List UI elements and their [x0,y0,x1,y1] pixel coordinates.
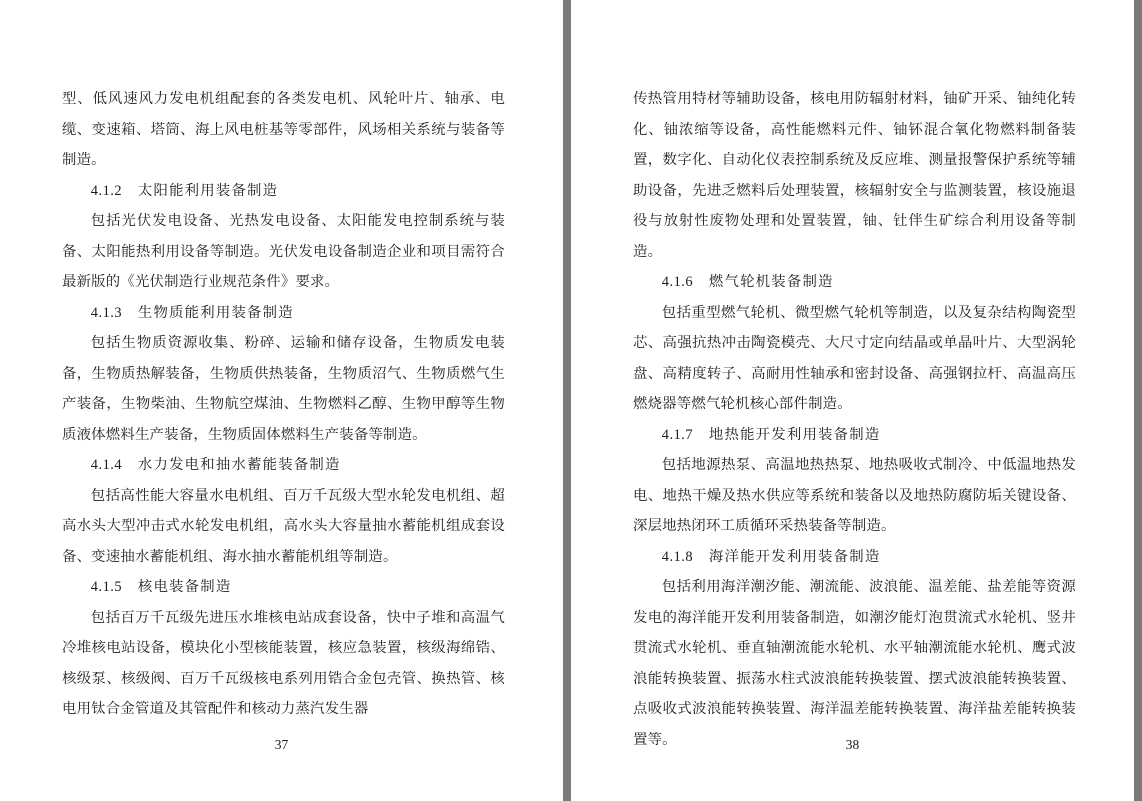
section-number: 4.1.2 [90,182,123,199]
section-number: 4.1.7 [661,426,694,443]
section-title: 水力发电和抽水蓄能装备制造 [137,457,341,473]
section-heading [633,420,1076,451]
paragraph: 传热管用特材等辅助设备，核电用防辐射材料，铀矿开采、铀纯化转化、铀浓缩等设备，高性能燃料元件、铀钚混合氧化物燃料制备装置，数字化、自动化仪表控制系统及反应堆、测量报警保护系统等辅助设备，先进乏燃料后处理装置，核辐射安全与监测装置，核设施退役与放射性废物处理和处置装置，铀、钍伴生矿综合利用设备等制造。 [633,91,1076,260]
section-heading [62,572,505,603]
section-number: 4.1.3 [90,304,123,321]
section-heading [62,176,505,207]
section-heading [62,298,505,329]
section-title: 地热能开发利用装备制造 [708,426,881,443]
paragraph: 型、低风速风力发电机组配套的各类发电机、风轮叶片、轴承、电缆、变速箱、塔筒、海上风电桩基等零部件，风场相关系统与装备等制造。 [62,91,505,168]
page-number: 38 [845,737,860,752]
section-heading [633,267,1076,298]
section-number: 4.1.5 [90,579,123,595]
section-heading [633,542,1076,573]
section-title: 海洋能开发利用装备制造 [708,548,881,565]
section-title: 燃气轮机装备制造 [708,274,834,290]
section-heading [62,450,505,481]
paragraph: 包括生物质资源收集、粉碎、运输和储存设备，生物质发电装备，生物质热解装备，生物质供热装备，生物质沼气、生物质燃气生产装备，生物柴油、生物航空煤油、生物燃料乙醇、生物甲醇等生物质液体燃料生产装备，生物质固体燃料生产装备等制造。 [62,335,505,443]
page-number: 37 [274,737,289,752]
page-left-content [62,84,505,731]
paragraph: 包括重型燃气轮机、微型燃气轮机等制造，以及复杂结构陶瓷型芯、高强抗热冲击陶瓷模壳、大尺寸定向结晶或单晶叶片、大型涡轮盘、高精度转子、高耐用性轴承和密封设备、高强钢拉杆、高温高压燃烧器等燃气轮机核心部件制造。 [633,304,1076,412]
section-number: 4.1.4 [90,457,123,473]
section-number: 4.1.8 [661,548,694,565]
section-title: 太阳能利用装备制造 [137,182,279,199]
section-number: 4.1.6 [661,274,694,290]
section-title: 核电装备制造 [137,579,232,595]
section-title: 生物质能利用装备制造 [137,304,294,321]
paragraph: 包括高性能大容量水电机组、百万千瓦级大型水轮发电机组、超高水头大型冲击式水轮发电机组，高水头大容量抽水蓄能机组成套设备、变速抽水蓄能机组、海水抽水蓄能机组等制造。 [62,487,505,565]
paragraph: 包括光伏发电设备、光热发电设备、太阳能发电控制系统与装备、太阳能热利用设备等制造。光伏发电设备制造企业和项目需符合最新版的《光伏制造行业规范条件》要求。 [62,213,505,290]
paragraph: 包括利用海洋潮汐能、潮流能、波浪能、温差能、盐差能等资源发电的海洋能开发利用装备制造，如潮汐能灯泡贯流式水轮机、竖井贯流式水轮机、垂直轴潮流能水轮机、水平轴潮流能水轮机、鹰式波浪能转换装置、振荡水柱式波浪能转换装置、摆式波浪能转换装置、点吸收式波浪能转换装置、海洋温差能转换装置、海洋盐差能转换装置等。 [633,579,1076,748]
paragraph: 包括百万千瓦级先进压水堆核电站成套设备，快中子堆和高温气冷堆核电站设备，模块化小型核能装置，核应急装置，核级海绵锆、核级泵、核级阀、百万千瓦级核电系列用锆合金包壳管、换热管、核电用钛合金管道及其管配件和核动力蒸汽发生器 [62,609,505,717]
page-left [0,0,563,801]
paragraph: 包括地源热泵、高温地热热泵、地热吸收式制冷、中低温地热发电、地热干燥及热水供应等系统和装备以及地热防腐防垢关键设备、深层地热闭环工质循环采热装备等制造。 [633,457,1076,534]
page-right [571,0,1134,801]
